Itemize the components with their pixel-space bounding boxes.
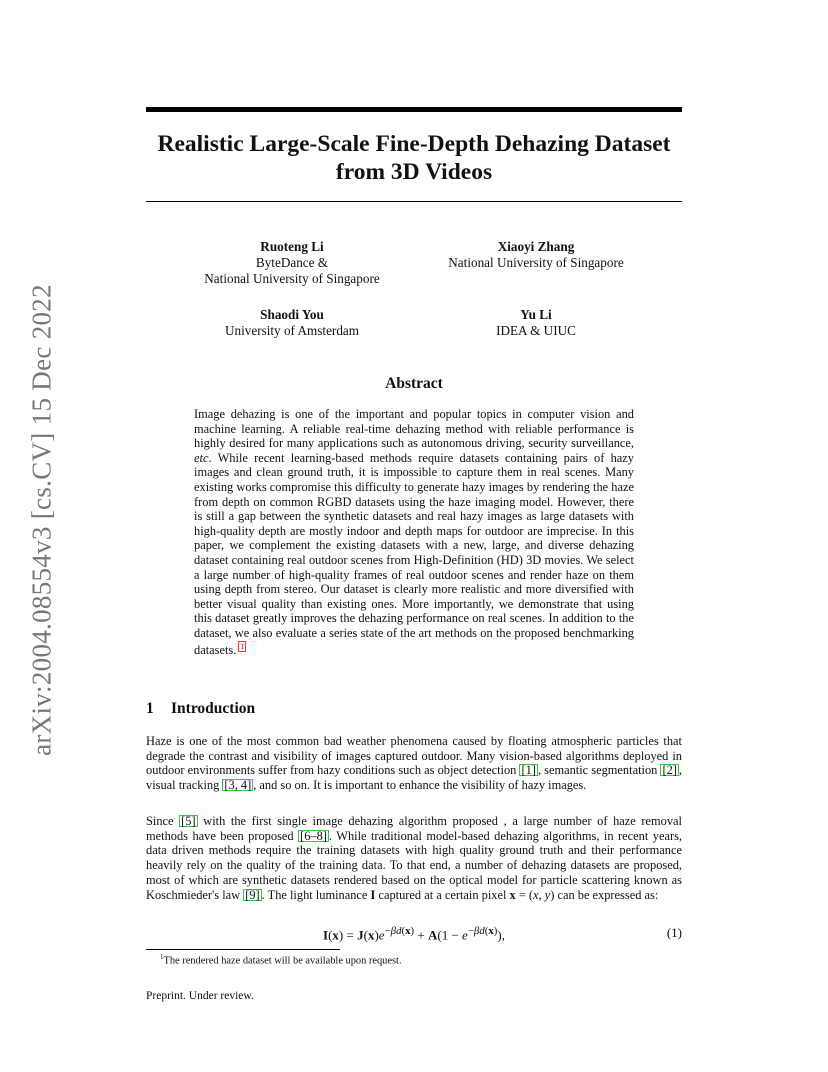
text-run: with the first single image dehazing algorithm proposed , a large number of haze removal methods have been proposed bbox=[146, 814, 682, 843]
citation-link[interactable]: [5] bbox=[181, 814, 196, 828]
author-affiliation: University of Amsterdam bbox=[224, 323, 360, 338]
footnote-rule bbox=[146, 949, 340, 950]
abstract-text-part: Image dehazing is one of the important and popular topics in computer vision and machine learning. A reliable real-time dehazing method with reliable performance is highly desired for many applications such as autonomous driving, security surveillance, bbox=[194, 407, 634, 451]
math-symbol: x bbox=[509, 887, 516, 902]
text-run: . The light luminance bbox=[261, 887, 371, 902]
title-rule-top bbox=[146, 107, 682, 112]
author-affiliation: National University of Singapore bbox=[204, 271, 380, 286]
citation-link[interactable]: [9] bbox=[245, 887, 260, 902]
section-number: 1 bbox=[146, 700, 154, 717]
text-run: , semantic segmentation bbox=[537, 763, 661, 778]
author-affiliation: National University of Singapore bbox=[448, 255, 624, 270]
text-run: Since bbox=[146, 814, 180, 828]
citation-link[interactable]: [3, 4] bbox=[224, 778, 252, 793]
arxiv-identifier: arXiv:2004.08554v3 [cs.CV] 15 Dec 2022 bbox=[26, 284, 57, 756]
citation-link[interactable]: [1] bbox=[521, 763, 536, 778]
author-name: Ruoteng Li bbox=[260, 239, 324, 254]
footnote-mark: 1 bbox=[160, 953, 164, 961]
author-name: Yu Li bbox=[520, 307, 552, 322]
equation-number: (1) bbox=[666, 925, 682, 940]
preprint-notice: Preprint. Under review. bbox=[146, 990, 254, 1002]
citation-link[interactable]: [2] bbox=[662, 763, 677, 778]
author-affiliation: ByteDance & bbox=[255, 255, 329, 270]
abstract-text bbox=[194, 407, 634, 657]
author-block bbox=[436, 307, 636, 339]
title-line-1: Realistic Large-Scale Fine-Depth Dehazing Dataset bbox=[157, 131, 671, 157]
text-run: ) can be expressed as: bbox=[550, 887, 659, 902]
footnote-text: The rendered haze dataset will be available upon request. bbox=[163, 955, 402, 967]
abstract-etc: etc bbox=[194, 450, 209, 465]
section-title: Introduction bbox=[171, 700, 256, 717]
text-run: = ( bbox=[515, 887, 534, 902]
text-run: captured at a certain pixel bbox=[375, 887, 510, 902]
footnote bbox=[160, 953, 402, 966]
author-block bbox=[192, 239, 392, 287]
title-rule-bottom bbox=[146, 201, 682, 202]
author-affiliation: IDEA & UIUC bbox=[496, 323, 576, 338]
author-block bbox=[192, 307, 392, 339]
text-run: , visual tracking bbox=[146, 763, 683, 793]
author-name: Xiaoyi Zhang bbox=[497, 239, 575, 254]
paper-title bbox=[146, 130, 682, 186]
section-heading bbox=[146, 700, 255, 718]
footnote-link[interactable]: 1 bbox=[240, 641, 245, 651]
body-paragraph bbox=[146, 814, 682, 902]
text-run: . While traditional model-based dehazing algorithms, in recent years, data driven methods require the training datasets with high quality ground truth and their performance heavily rely on the quality of the training data. To that end, a number of dehazing datasets are proposed, most of which are synthetic datasets rendered based on the optical model for particle scattering known as Koschmieder's law bbox=[146, 828, 682, 902]
text-run: Haze is one of the most common bad weather phenomena caused by floating atmospheric particles that degrade the contrast and visibility of images captured outdoor. Many vision-based algorithms deployed in outdoor environments suffer from hazy conditions such as object detection bbox=[146, 734, 682, 778]
author-block bbox=[436, 239, 636, 271]
equation-formula: $I(x) = J(x)e^{-\beta d(x)} + A(1 - e^{-\beta d(x)})$, bbox=[323, 925, 505, 943]
abstract-heading: Abstract bbox=[385, 375, 443, 392]
title-line-2: from 3D Videos bbox=[335, 159, 493, 185]
abstract-text-part: . While recent learning-based methods require datasets containing pairs of hazy images and clean ground truth, it is impossible to capture them in real scenes. Many existing works compromise this difficulty to generate hazy images by rendering the haze from depth on common RGBD datasets using the haze imaging model. However, there is still a gap between the synthetic datasets and real hazy images as large datasets with high-quality depth are mostly indoor and depth maps for outdoor are imprecise. In this paper, we complement the existing datasets with a new, large, and diverse dehazing dataset containing real outdoor scenes from High-Definition (HD) 3D movies. We select a large number of high-quality frames of real outdoor scenes and render haze on them using depth from stereo. Our dataset is clearly more realistic and more diversified with better visual quality than existing ones. More importantly, we demonstrate that using this dataset greatly improves the dehazing performance on real scenes. In addition to the dataset, we also evaluate a series state of the art methods on the proposed benchmarking datasets. bbox=[194, 450, 634, 657]
math-symbol: x, y bbox=[533, 887, 551, 902]
body-paragraph bbox=[146, 734, 682, 793]
author-name: Shaodi You bbox=[260, 307, 324, 322]
citation-link[interactable]: [6–8] bbox=[300, 828, 327, 843]
math-symbol: I bbox=[370, 887, 376, 902]
text-run: , and so on. It is important to enhance the visibility of hazy images. bbox=[253, 778, 587, 793]
